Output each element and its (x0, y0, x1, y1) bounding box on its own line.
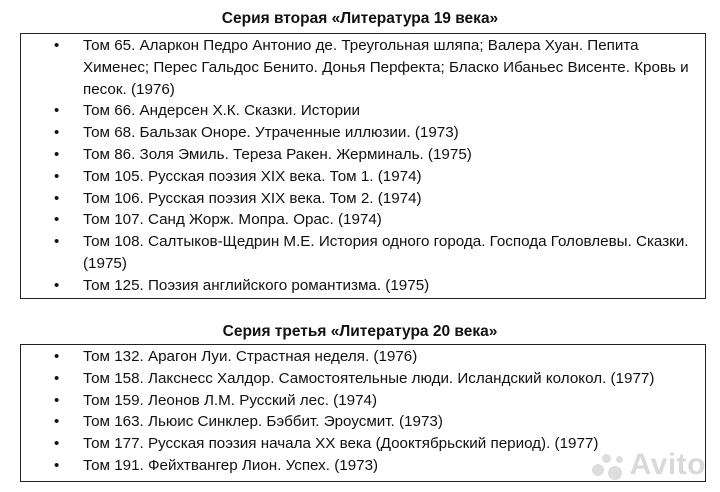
list-item: • Том 158. Лакснесс Халдор. Самостоятельные люди. Исландский колокол. (1977) (21, 368, 705, 390)
avito-logo-icon (592, 452, 626, 480)
bullet-icon: • (54, 233, 60, 251)
bullet-icon: • (54, 145, 60, 163)
list-item: • Том 191. Фейхтвангер Лион. Успех. (1973) (21, 455, 705, 477)
bullet-icon: • (54, 276, 60, 294)
bullet-icon: • (54, 211, 60, 229)
section-title-20th-century: Серия третья «Литература 20 века» (222, 323, 498, 340)
bullet-icon: • (54, 124, 60, 142)
bullet-icon: • (54, 37, 60, 54)
list-item: • Том 105. Русская поэзия XIX века. Том 1. (1974) (21, 166, 705, 188)
bullet-icon: • (54, 456, 60, 474)
section-title-19th-century: Серия вторая «Литература 19 века» (221, 10, 499, 27)
list-item: • Том 177. Русская поэзия начала XX века (Дооктябрьский период). (1977) (21, 433, 705, 455)
list-item: • Том 107. Санд Жорж. Мопра. Орас. (1974) (21, 209, 705, 231)
list-item: • Том 86. Золя Эмиль. Тереза Ракен. Жерминаль. (1975) (21, 144, 705, 166)
bullet-icon: • (54, 167, 60, 185)
bullet-icon: • (54, 413, 60, 431)
list-item: • Том 68. Бальзак Оноре. Утраченные иллюзии. (1973) (21, 122, 705, 144)
volume-list-19th-century (20, 33, 706, 299)
bullet-icon: • (54, 435, 60, 453)
bullet-icon: • (54, 391, 60, 409)
list-item: • Том 106. Русская поэзия XIX века. Том 2. (1974) (21, 188, 705, 210)
list-item: • Том 108. Салтыков-Щедрин М.Е. История одного города. Господа Головлевы. Сказки. (1975) (54, 233, 689, 272)
list-item: • Том 66. Андерсен Х.К. Сказки. Истории (21, 100, 705, 122)
bullet-icon: • (54, 189, 60, 207)
list-item: • Том 65. Аларкон Педро Антонио де. Треугольная шляпа; Валера Хуан. Пепита Хименес; Перес Гальдос Бенито. Донья Перфекта; Бласко Ибаньес Висенте. Кровь и песок. (1976) (54, 37, 689, 98)
list-item: • Том 163. Льюис Синклер. Бэббит. Эроусмит. (1973) (21, 411, 705, 433)
bullet-icon: • (54, 102, 60, 120)
avito-watermark (592, 448, 706, 482)
list-item: • Том 159. Леонов Л.М. Русский лес. (1974) (21, 390, 705, 412)
watermark-text: Avito (629, 448, 706, 481)
list-item: • Том 125. Поэзия английского романтизма. (1975) (21, 275, 705, 297)
list-item: • Том 132. Арагон Луи. Страстная неделя. (1976) (21, 346, 705, 368)
bullet-icon: • (54, 369, 60, 387)
bullet-icon: • (54, 348, 60, 365)
